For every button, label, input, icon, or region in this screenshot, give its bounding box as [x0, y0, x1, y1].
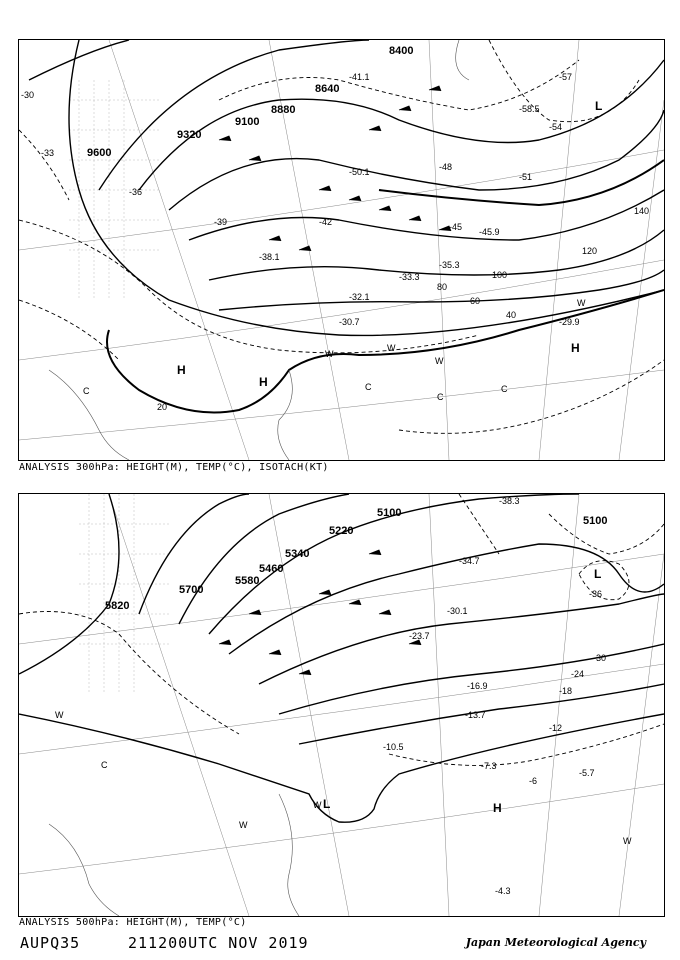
map-300hpa [18, 39, 665, 461]
station-value: -16.9 [467, 681, 488, 691]
high-pressure-center: H [493, 801, 502, 815]
height-label: 5820 [105, 600, 130, 612]
height-label: 8400 [389, 45, 414, 57]
cold-mark: C [501, 384, 508, 394]
station-value: -7.3 [481, 761, 497, 771]
height-label: 9100 [235, 116, 260, 128]
height-label: 5100 [583, 515, 608, 527]
temp-label: -51 [519, 172, 533, 182]
height-contours [19, 494, 664, 822]
height-label: 5460 [259, 563, 284, 575]
jet-hatch [69, 80, 159, 300]
temperature-contours [19, 40, 664, 433]
cold-mark: C [365, 382, 372, 392]
high-pressure-center: H [177, 363, 186, 377]
station-value: -45.9 [479, 227, 500, 237]
coastline [49, 794, 299, 916]
height-label: 5220 [329, 525, 354, 537]
station-value: -30.7 [339, 317, 360, 327]
jet-hatch [79, 494, 169, 694]
height-label: 8880 [271, 104, 296, 116]
temp-label: -24 [571, 669, 585, 679]
station-value: -34.7 [459, 556, 480, 566]
isotach-label: 40 [506, 310, 517, 320]
temp-label: -45 [449, 222, 463, 232]
map-500hpa-canvas [19, 494, 664, 916]
isotach-label: 100 [492, 270, 508, 280]
caption-300hpa: ANALYSIS 300hPa: HEIGHT(M), TEMP(°C), ISOTACH(KT) [19, 462, 329, 473]
warm-mark: W [55, 710, 64, 720]
low-pressure-center: L [594, 567, 602, 581]
isotach-label: 80 [437, 282, 448, 292]
temp-label: -18 [559, 686, 573, 696]
isotach-label: 140 [634, 206, 650, 216]
station-value: -30.1 [447, 606, 468, 616]
station-value: -10.5 [383, 742, 404, 752]
temp-label: -54 [549, 122, 563, 132]
temp-label: -36 [589, 589, 603, 599]
station-value: -13.7 [465, 710, 486, 720]
warm-mark: W [387, 343, 396, 353]
height-label: 8640 [315, 83, 340, 95]
map-500hpa [18, 493, 665, 917]
temp-label: -39 [214, 217, 228, 227]
station-value: -29.9 [559, 317, 580, 327]
temp-label: -57 [559, 72, 573, 82]
height-label: 5100 [377, 507, 402, 519]
height-label: 5700 [179, 584, 204, 596]
height-label: 5580 [235, 575, 260, 587]
temp-label: -12 [549, 723, 563, 733]
wind-barbs [219, 86, 451, 251]
height-contours [29, 40, 664, 335]
low-pressure-center: L [323, 797, 331, 811]
station-value: -38.1 [259, 252, 280, 262]
station-value: -5.7 [579, 768, 595, 778]
temp-label: -30 [21, 90, 35, 100]
warm-mark: W [623, 836, 632, 846]
graticule [19, 494, 664, 916]
caption-500hpa: ANALYSIS 500hPa: HEIGHT(M), TEMP(°C) [19, 917, 247, 928]
warm-mark: W [435, 356, 444, 366]
warm-mark: W [577, 298, 586, 308]
temp-label: -42 [319, 217, 333, 227]
station-value: -4.3 [495, 886, 511, 896]
warm-mark: W [239, 820, 248, 830]
station-value: -50.1 [349, 167, 370, 177]
station-value: -33.3 [399, 272, 420, 282]
temp-label: -6 [529, 776, 538, 786]
height-label: 9320 [177, 129, 202, 141]
station-value: -23.7 [409, 631, 430, 641]
temp-label: -36 [129, 187, 143, 197]
graticule [19, 40, 664, 460]
cold-mark: C [101, 760, 108, 770]
cold-mark: C [437, 392, 444, 402]
station-value: -38.3 [499, 496, 520, 506]
isotach-label: 60 [470, 296, 481, 306]
warm-mark: W [325, 349, 334, 359]
height-label: 5340 [285, 548, 310, 560]
station-value: -58.5 [519, 104, 540, 114]
product-code: AUPQ35 [20, 934, 81, 952]
low-pressure-center: L [595, 99, 603, 113]
valid-time: 211200UTC NOV 2019 [128, 934, 309, 952]
agency-name: Japan Meteorological Agency [465, 936, 646, 949]
isotach-label: 20 [157, 402, 168, 412]
temp-label: -33 [41, 148, 55, 158]
cold-mark: C [83, 386, 90, 396]
temp-label: -30 [593, 653, 607, 663]
map-300hpa-canvas [19, 40, 664, 460]
station-value: -35.3 [439, 260, 460, 270]
height-label: 9600 [87, 147, 112, 159]
station-value: -41.1 [349, 72, 370, 82]
high-pressure-center: H [259, 375, 268, 389]
isotach-label: 120 [582, 246, 598, 256]
warm-mark: W [313, 800, 322, 810]
high-pressure-center: H [571, 341, 580, 355]
station-value: -32.1 [349, 292, 370, 302]
temp-label: -48 [439, 162, 453, 172]
